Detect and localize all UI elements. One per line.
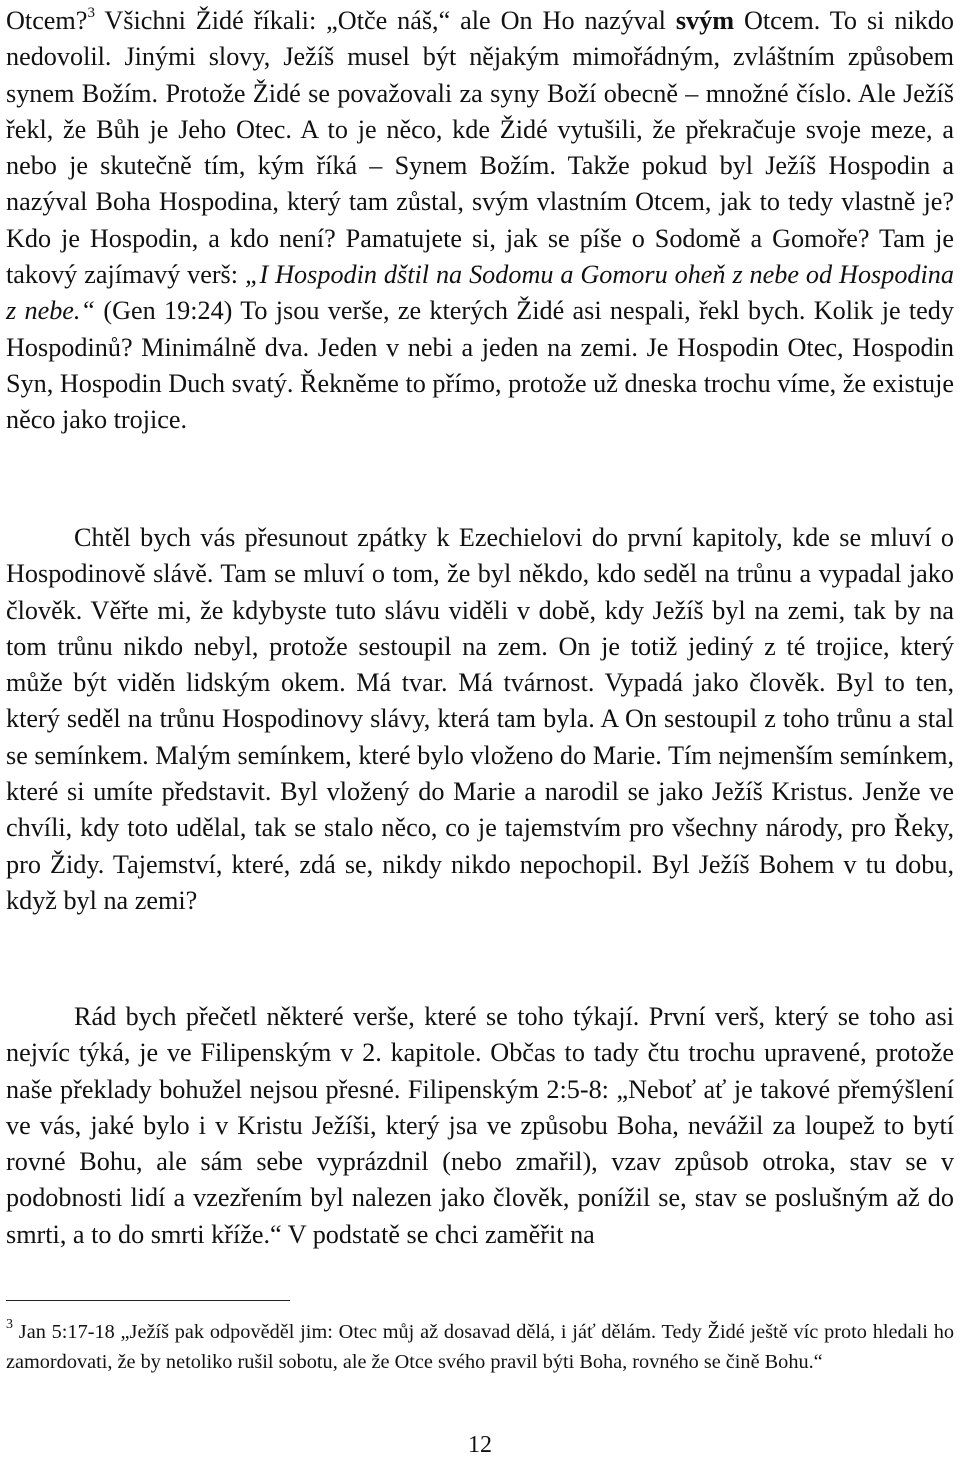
paragraph-1: [6, 3, 954, 439]
footnote-reference[interactable]: 3: [87, 5, 95, 21]
scripture-quote: „I Hospodin dštil na Sodomu a Gomoru oheň z nebe od Hospodina z nebe.“: [6, 260, 954, 326]
text-run: Otcem?: [6, 6, 88, 35]
footnote-number: 3: [6, 1317, 13, 1332]
footnote-separator: [6, 1300, 290, 1301]
text-run: (Gen 19:24) To jsou verše, ze kterých Židé asi nespali, řekl bych. Kolik je tedy Hospodinů? Minimálně dva. Jeden v nebi a jeden na zemi. Je Hospodin Otec, Hospodin Syn, Hospodin Duch svatý. Řekněme to přímo, protože už dneska trochu víme, že existuje něco jako trojice.: [6, 296, 954, 435]
footnote-text: Jan 5:17-18 „Ježíš pak odpověděl jim: Otec můj až dosavad dělá, i jáť dělám. Tedy Židé ještě víc proto hledali ho zamordovati, že by netoliko rušil sobotu, ale že Otce svého pravil býti Boha, rovného se čině Bohu.“: [6, 1321, 954, 1373]
footnote: [6, 1318, 954, 1377]
page-number: 12: [468, 1432, 492, 1458]
paragraph-3: Rád bych přečetl některé verše, které se toho týkají. První verš, který se toho asi nejvíc týká, je ve Filipenským v 2. kapitole. Občas to tady čtu trochu upravené, protože naše překlady bohužel nejsou přesné. Filipenským 2:5-8: „Neboť ať je takové přemýšlení ve vás, jaké bylo i v Kristu Ježíši, který jsa ve způsobu Boha, nevážil za loupež to bytí rovné Bohu, ale sám sebe vyprázdnil (nebo zmařil), vzav způsob otroka, stav se v podobnosti lidí a vzezřením byl nalezen jako člověk, ponížil se, stav se poslušným až do smrti, a to do smrti kříže.“ V podstatě se chci zaměřit na: [6, 1002, 954, 1249]
bold-emphasis: svým: [675, 6, 735, 35]
text-run: Otcem. To si nikdo nedovolil. Jinými slovy, Ježíš musel být nějakým mimořádným, zvláštním způsobem synem Božím. Protože Židé se považovali za syny Boží obecně – množné číslo. Ale Ježíš řekl, že Bůh je Jeho Otec. A to je něco, kde Židé vytušili, že překračuje svoje meze, a nebo je skutečně tím, kým říká – Synem Božím. Takže pokud byl Ježíš Hospodin a nazýval Boha Hospodina, který tam zůstal, svým vlastním Otcem, jak to tedy vlastně je? Kdo je Hospodin, a kdo není? Pamatujete si, jak se píše o Sodomě a Gomoře? Tam je takový zajímavý verš:: [6, 6, 954, 290]
paragraph-2: Chtěl bych vás přesunout zpátky k Ezechielovi do první kapitoly, kde se mluví o Hospodinově slávě. Tam se mluví o tom, že byl někdo, kdo seděl na trůnu a vypadal jako člověk. Věřte mi, že kdybyste tuto slávu viděli v době, kdy Ježíš byl na zemi, tak by na tom trůnu nikdo nebyl, protože sestoupil na zem. On je totiž jediný z té trojice, který může být viděn lidským okem. Má tvar. Má tvárnost. Vypadá jako člověk. Byl to ten, který seděl na trůnu Hospodinovy slávy, která tam byla. A On sestoupil z toho trůnu a stal se semínkem. Malým semínkem, které bylo vloženo do Marie. Tím nejmenším semínkem, které si umíte představit. Byl vložený do Marie a narodil se jako Ježíš Kristus. Jenže ve chvíli, kdy toto udělal, tak se stalo něco, co je tajemstvím pro všechny národy, pro Řeky, pro Židy. Tajemství, které, zdá se, nikdy nikdo nepochopil. Byl Ježíš Bohem v tu dobu, když byl na zemi?: [6, 523, 954, 915]
text-run: Všichni Židé říkali: „Otče náš,“ ale On Ho nazýval: [94, 6, 676, 35]
